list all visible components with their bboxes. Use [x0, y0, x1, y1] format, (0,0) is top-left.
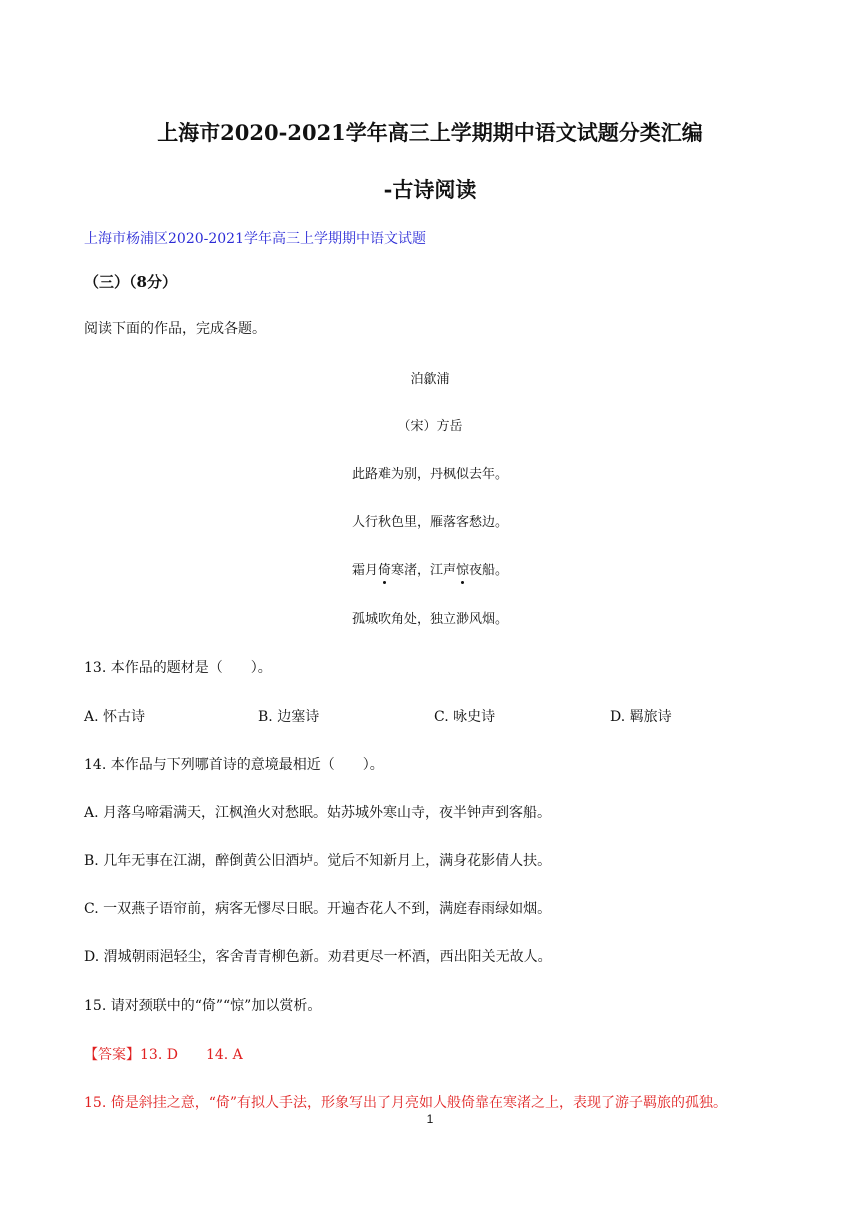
- poem-title: 泊歙浦: [410, 372, 450, 387]
- poem-line-3-part-b: 寒渚，江声: [390, 563, 456, 578]
- q13-option-d: D. 羁旅诗: [610, 709, 672, 725]
- q13-option-b: B. 边塞诗: [258, 709, 320, 725]
- q14-option-c: C. 一双燕子语帘前，病客无憀尽日眠。开遍杏花人不到，满庭春雨绿如烟。: [84, 901, 552, 917]
- question-13: 13. 本作品的题材是（ ）。: [84, 660, 272, 676]
- q13-option-c: C. 咏史诗: [434, 709, 496, 725]
- poem-line-3: [0, 559, 860, 578]
- poem-line-3-part-a: 霜月: [351, 563, 378, 578]
- document-subtitle: -古诗阅读: [383, 177, 477, 202]
- answer-key: 【答案】13. D 14. A: [84, 1047, 243, 1063]
- poem-line-2: 人行秋色里，雁落客愁边。: [351, 515, 508, 530]
- question-14: 14. 本作品与下列哪首诗的意境最相近（ ）。: [84, 757, 384, 773]
- q13-option-a: A. 怀古诗: [84, 709, 146, 725]
- q14-option-d: D. 渭城朝雨浥轻尘，客舍青青柳色新。劝君更尽一杯酒，西出阳关无故人。: [84, 949, 552, 965]
- section-heading: （三）（8分）: [84, 273, 177, 291]
- document-title: 上海市2020-2021学年高三上学期期中语文试题分类汇编: [157, 120, 703, 145]
- instruction-text: 阅读下面的作品，完成各题。: [84, 321, 266, 337]
- q14-option-b: B. 几年无事在江湖，醉倒黄公旧酒垆。觉后不知新月上，满身花影倩人扶。: [84, 853, 552, 869]
- poem-line-1: 此路难为别，丹枫似去年。: [351, 467, 508, 482]
- page-number: 1: [426, 1112, 434, 1126]
- question-15: 15. 请对颈联中的“倚”“惊”加以赏析。: [84, 998, 322, 1014]
- poem-line-4: 孤城吹角处，独立渺风烟。: [351, 612, 508, 627]
- answer-15: 15. 倚是斜挂之意，“倚”有拟人手法，形象写出了月亮如人般倚靠在寒渚之上，表现了游子羁旅的孤独。: [84, 1095, 728, 1111]
- poem-line-3-part-c: 夜船。: [469, 563, 509, 578]
- q14-option-a: A. 月落乌啼霜满天，江枫渔火对愁眠。姑苏城外寒山寺，夜半钟声到客船。: [84, 805, 552, 821]
- source-link[interactable]: 上海市杨浦区2020-2021学年高三上学期期中语文试题: [84, 231, 426, 247]
- poem-author: （宋）方岳: [397, 419, 463, 434]
- emphasis-char-jing: 惊: [456, 559, 469, 578]
- emphasis-char-yi: 倚: [378, 559, 391, 578]
